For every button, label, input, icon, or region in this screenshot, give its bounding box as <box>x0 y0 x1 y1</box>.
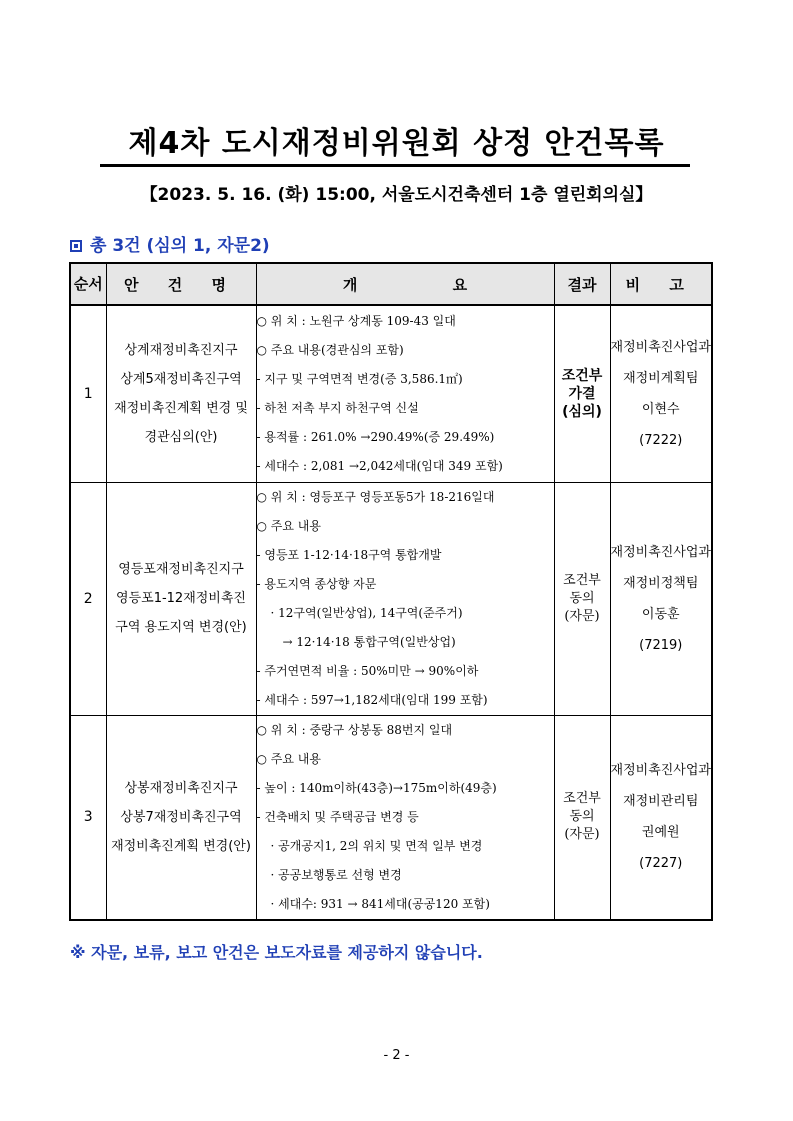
note-contact-name: 이현수 <box>641 401 680 417</box>
page-number: - 2 - <box>383 1048 410 1063</box>
row-number: 3 <box>70 715 106 920</box>
agenda-name-line: 구역 용도지역 변경(안) <box>115 620 247 635</box>
title-underline <box>100 164 690 167</box>
result-line: (심의) <box>562 403 602 420</box>
note-contact-name: 권예원 <box>641 825 680 840</box>
overview-line: - 용도지역 종상향 자문 <box>256 576 377 591</box>
overview-line: → 12·14·18 통합구역(일반상업) <box>282 634 456 649</box>
overview-line: - 높이 : 140m이하(43층)→175m이하(49층) <box>256 780 497 795</box>
overview-line: - 세대수 : 597→1,182세대(임대 199 포함) <box>256 692 488 707</box>
agenda-note <box>610 305 712 482</box>
overview-line: ○ 주요 내용(경관심의 포함) <box>256 342 404 357</box>
agenda-name-line: 상봉7재정비촉진구역 <box>120 809 242 825</box>
summary-text: 총 3건 (심의 1, 자문2) <box>90 236 270 256</box>
table-row <box>70 305 712 482</box>
note-phone: (7222) <box>639 432 683 448</box>
agenda-result <box>554 715 610 920</box>
header-overview <box>256 263 554 305</box>
overview-line: ○ 위 치 : 노원구 상계동 109-43 일대 <box>256 313 456 328</box>
agenda-name-line: 영등포재정비촉진지구 <box>118 562 244 577</box>
agenda-name-line: 상계재정비촉진지구 <box>124 342 238 358</box>
agenda-name-line: 영등포1-12재정비촉진 <box>116 591 246 606</box>
note-department: 재정비촉진사업과 <box>610 763 711 778</box>
row-number: 2 <box>70 482 106 715</box>
result-line: 동의 <box>569 809 595 824</box>
table-row <box>70 482 712 715</box>
agenda-name-line: 상계5재정비촉진구역 <box>120 371 242 387</box>
header-overview-label: 개 요 <box>342 275 468 294</box>
overview-line: ○ 주요 내용 <box>256 518 321 533</box>
agenda-name-line: 경관심의(안) <box>144 429 218 445</box>
agenda-overview <box>256 482 554 715</box>
agenda-overview <box>256 305 554 482</box>
agenda-overview <box>256 715 554 920</box>
overview-line: ○ 주요 내용 <box>256 751 321 766</box>
note-contact-name: 이동훈 <box>641 606 680 622</box>
overview-line: - 용적률 : 261.0% →290.49%(증 29.49%) <box>256 429 495 444</box>
result-line: (자문) <box>564 827 600 842</box>
meeting-info: 【2023. 5. 16. (화) 15:00, 서울도시건축센터 1층 열린회의실】 <box>140 185 653 205</box>
note-team: 재정비관리팀 <box>623 794 699 809</box>
result-line: 조건부 <box>563 572 601 588</box>
row-number: 1 <box>70 305 106 482</box>
overview-line: · 공개공지1, 2의 위치 및 면적 일부 변경 <box>270 838 483 853</box>
agenda-note <box>610 482 712 715</box>
document-title: 제4차 도시재정비위원회 상정 안건목록 <box>128 126 665 161</box>
overview-line: ○ 위 치 : 영등포구 영등포동5가 18-216일대 <box>256 489 495 504</box>
agenda-result <box>554 305 610 482</box>
overview-line: · 공공보행통로 선형 변경 <box>270 867 402 882</box>
overview-line: - 세대수 : 2,081 →2,042세대(임대 349 포함) <box>256 458 503 473</box>
note-team: 재정비정책팀 <box>623 575 699 591</box>
overview-line: - 영등포 1-12·14·18구역 통합개발 <box>256 547 442 562</box>
result-line: 조건부 <box>561 367 603 384</box>
agenda-result <box>554 482 610 715</box>
agenda-table <box>69 262 713 921</box>
footnote: ※ 자문, 보류, 보고 안건은 보도자료를 제공하지 않습니다. <box>70 943 483 962</box>
square-bullet-icon <box>70 240 82 252</box>
header-result: 결과 <box>554 263 610 305</box>
overview-line: - 건축배치 및 주택공급 변경 등 <box>256 809 419 824</box>
note-phone: (7219) <box>639 637 683 653</box>
note-department: 재정비촉진사업과 <box>610 339 711 355</box>
agenda-name <box>106 305 256 482</box>
result-line: 가결 <box>568 385 596 402</box>
header-name: 안 건 명 <box>106 263 256 305</box>
result-line: 조건부 <box>563 791 601 806</box>
agenda-name-line: 상봉재정비촉진지구 <box>124 780 238 796</box>
agenda-name <box>106 482 256 715</box>
header-no: 순서 <box>70 263 106 305</box>
result-line: 동의 <box>569 590 595 606</box>
overview-line: - 지구 및 구역면적 변경(증 3,586.1㎡) <box>256 371 463 386</box>
note-team: 재정비계획팀 <box>623 370 699 386</box>
note-phone: (7227) <box>639 856 683 871</box>
note-department: 재정비촉진사업과 <box>610 544 711 560</box>
overview-line: - 하천 저촉 부지 하천구역 신설 <box>256 400 419 415</box>
table-header-row <box>70 263 712 305</box>
overview-line: ○ 위 치 : 중랑구 상봉동 88번지 일대 <box>256 722 453 737</box>
overview-line: · 세대수: 931 → 841세대(공공120 포함) <box>270 896 490 911</box>
result-line: (자문) <box>564 608 600 624</box>
agenda-note <box>610 715 712 920</box>
overview-line: - 주거연면적 비율 : 50%미만 → 90%이하 <box>256 663 479 678</box>
agenda-name-line: 재정비촉진계획 변경(안) <box>111 838 251 854</box>
table-row <box>70 715 712 920</box>
header-note: 비 고 <box>610 263 712 305</box>
overview-line: · 12구역(일반상업), 14구역(준주거) <box>270 605 463 620</box>
agenda-name <box>106 715 256 920</box>
agenda-name-line: 재정비촉진계획 변경 및 <box>114 400 248 416</box>
agenda-summary <box>70 231 270 256</box>
